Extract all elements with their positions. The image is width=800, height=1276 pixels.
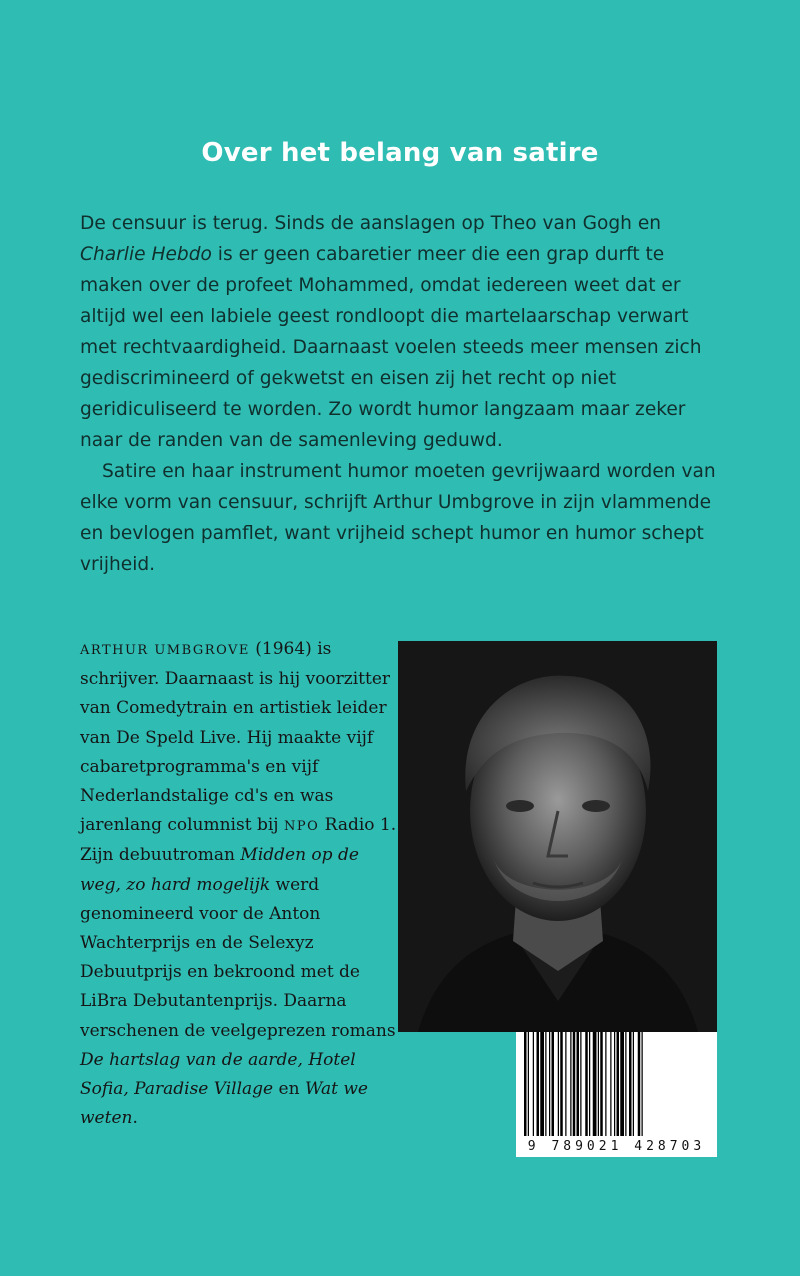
npo-label: NPO: [283, 819, 320, 835]
separator-1: ,: [297, 1049, 309, 1070]
bio-text-3: werd genomineerd voor de Anton Wachterprijs en de Selexyz Debuutprijs en bekroond met de LiBra Debutantenprijs. Daarna verschenen de veelgeprezen romans: [80, 874, 396, 1041]
bio-paragraph: [80, 635, 400, 1133]
book-title-3: Hotel Sofia: [80, 1049, 356, 1100]
bio-text-4: en: [273, 1079, 305, 1100]
author-portrait-image: [398, 641, 717, 1032]
book-title-2: De hartslag van de aarde: [80, 1049, 298, 1070]
isbn-number: 9 789021 428703: [527, 1139, 706, 1154]
author-bio: [80, 635, 400, 1133]
book-title-1: Midden op de weg, zo hard mogelijk: [80, 845, 359, 895]
isbn-barcode: [516, 1032, 717, 1157]
blurb-paragraph-2: Satire en haar instrument humor moeten gevrijwaard worden van elke vorm van censuur, schrijft Arthur Umbgrove in zijn vlammende en bevlogen pamflet, want vrijheid schept humor en humor schept vrijheid.: [80, 461, 716, 575]
blurb-text: [80, 208, 730, 580]
blurb-p1-rest: is er geen cabaretier meer die een grap durft te maken over de profeet Mohammed, omdat iedereen weet dat er altijd wel een labiele geest rondloopt die martelaarschap verwart met rechtvaardigheid. Daarnaast voelen steeds meer mensen zich gediscrimineerd of gekwetst en eisen zij het recht op niet geridiculiseerd te worden. Zo wordt humor langzaam maar zeker naar de randen van de samenleving geduwd.: [80, 244, 702, 451]
book-title-5: Wat we weten: [80, 1079, 368, 1129]
bio-text-5: .: [132, 1108, 138, 1129]
blurb-paragraph-1: [80, 208, 730, 456]
barcode-bars: [524, 1032, 709, 1136]
separator-2: ,: [123, 1079, 135, 1100]
book-title-4: Paradise Village: [134, 1079, 274, 1100]
cover-title: Over het belang van satire: [201, 138, 599, 168]
bio-text-1: (1964) is schrijver. Daarnaast is hij voorzitter van Comedytrain en artistiek leider van De Speld Live. Hij maakte vijf cabaretprogramma's en vijf Nederlandstalige cd's en was jarenlang columnist bij: [80, 639, 391, 836]
blurb-italic-title: Charlie Hebdo: [80, 244, 212, 265]
blurb-p1-start: De censuur is terug. Sinds de aanslagen op Theo van Gogh en: [80, 213, 662, 234]
author-name: ARTHUR UMBGROVE: [80, 643, 250, 658]
author-photo: [398, 641, 717, 1032]
bio-text-2: Radio 1. Zijn debuutroman: [80, 815, 397, 866]
